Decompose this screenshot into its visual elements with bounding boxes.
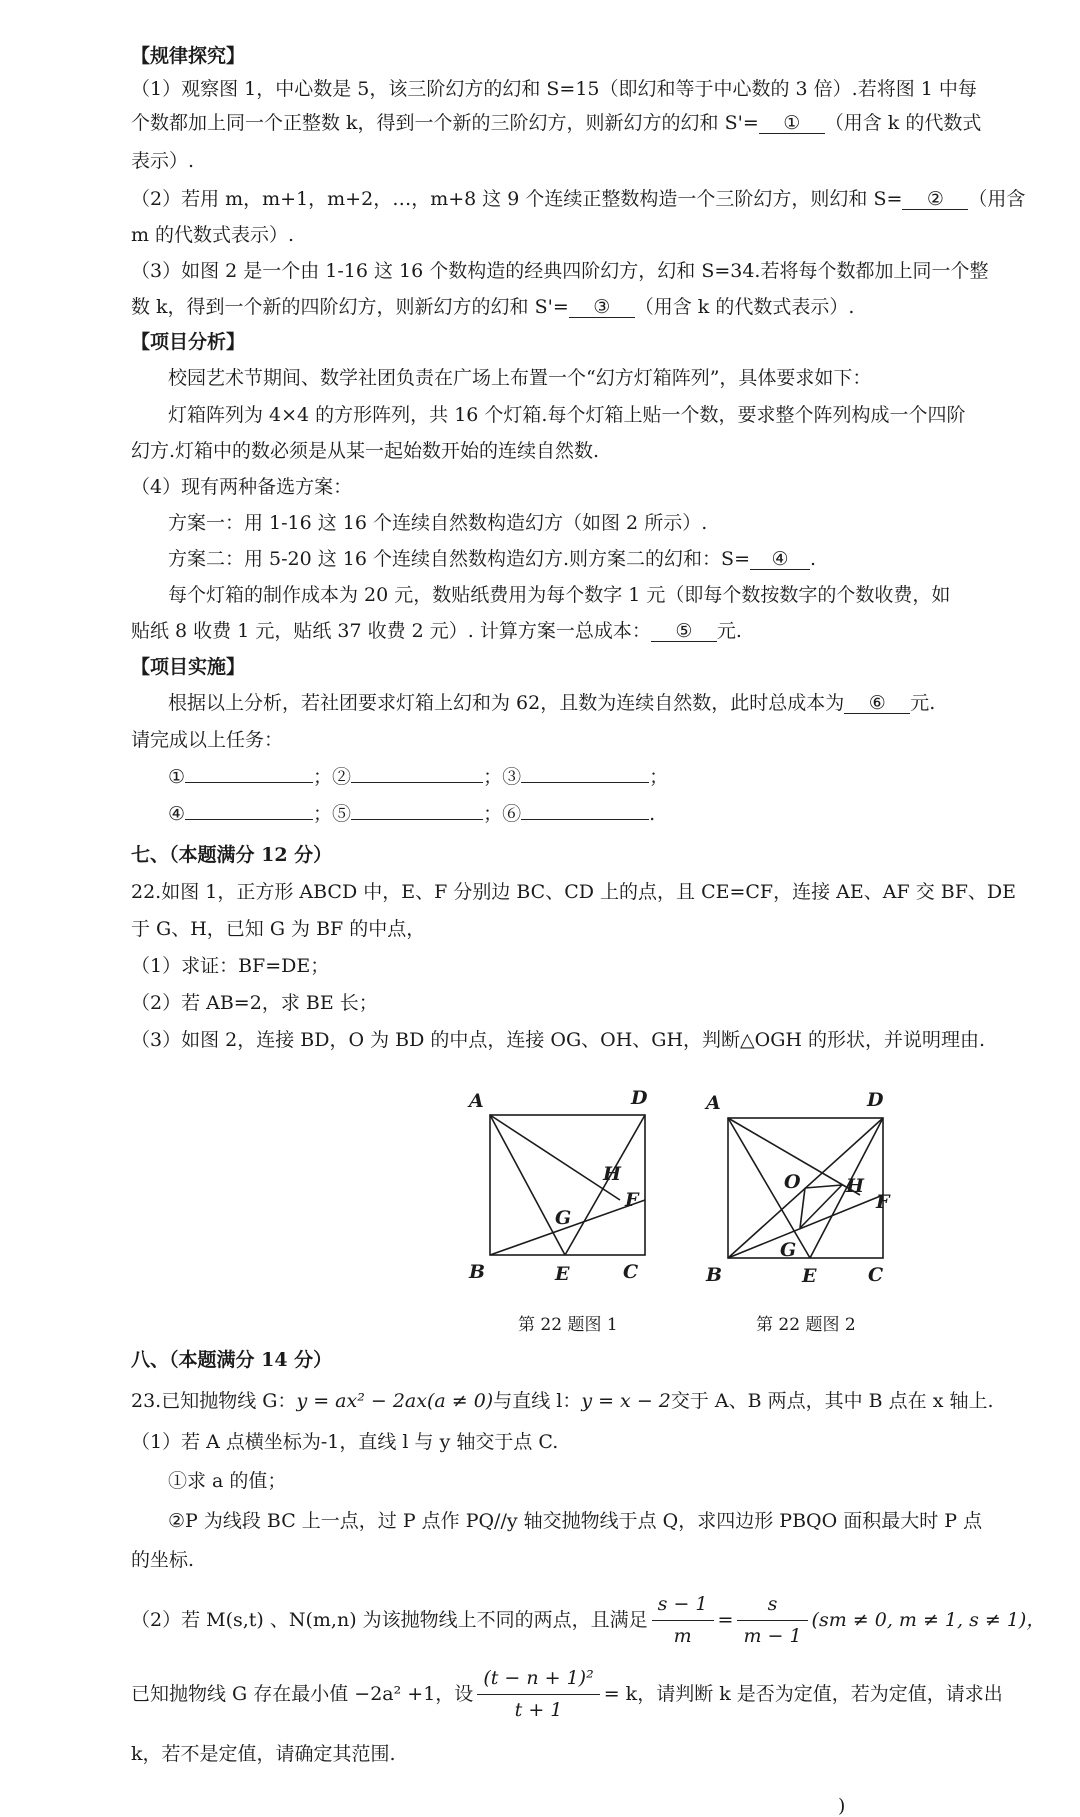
- q3-line-b: [131, 298, 854, 318]
- fig1-label-a: A: [469, 1090, 484, 1112]
- q23-sub-2-text: （2）若 M(s,t) 、N(m,n) 为该抛物线上不同的两点，且满足: [131, 1608, 648, 1631]
- analysis-p1: 校园艺术节期间、数学社团负责在广场上布置一个“幻方灯箱阵列”，具体要求如下：: [168, 367, 872, 389]
- fig2-line-gh: [800, 1185, 842, 1228]
- cost-line-b: [131, 622, 742, 642]
- q23-line-eq: y = x − 2: [581, 1390, 671, 1412]
- fig1-label-b: B: [469, 1261, 486, 1283]
- fig2-label-d: D: [867, 1089, 884, 1111]
- plan2-line: [168, 550, 816, 570]
- answer-blank-4[interactable]: [185, 819, 313, 820]
- answer-blank-2[interactable]: [351, 782, 483, 783]
- q2-text-tail: （用含: [968, 188, 1026, 210]
- part7-heading: 七、（本题满分 12 分）: [131, 844, 333, 866]
- answer-row-2: [168, 805, 655, 824]
- corner-mark: ): [838, 1795, 846, 1817]
- answer-label-5: ；⑤: [313, 803, 352, 825]
- fraction-3: [477, 1666, 599, 1722]
- analysis-p2-b: 幻方.灯箱中的数必须是从某一起始数开始的连续自然数.: [131, 440, 600, 462]
- answer-label-2: ；②: [313, 766, 352, 788]
- fig2-line-og: [800, 1188, 805, 1228]
- fig2-label-a: A: [706, 1092, 721, 1114]
- q1-line-c: 表示）.: [131, 150, 195, 172]
- q23-sub-2-condition: (sm ≠ 0, m ≠ 1, s ≠ 1)，: [811, 1608, 1046, 1631]
- blank-3: ③: [569, 298, 635, 318]
- section-heading-analysis: 【项目分析】: [131, 331, 246, 353]
- analysis-p2-a: 灯箱阵列为 4×4 的方形阵列，共 16 个灯箱.每个灯箱上贴一个数，要求整个阵列构成一个四阶: [168, 404, 966, 426]
- figure-22-2: [690, 1080, 905, 1285]
- q23-line: [131, 1392, 994, 1411]
- fig2-line-bf: [728, 1195, 883, 1258]
- q2-line-a: [131, 190, 1025, 210]
- answer-end: .: [649, 803, 656, 825]
- blank-1: ①: [759, 114, 825, 134]
- plan2-tail: .: [810, 548, 817, 570]
- q1-line-a: （1）观察图 1，中心数是 5，该三阶幻方的幻和 S=15（即幻和等于中心数的 3 倍）.若将图 1 中每: [131, 78, 977, 100]
- q23-text: 23.已知抛物线 G：: [131, 1390, 297, 1412]
- fig1-square: [490, 1115, 645, 1255]
- equals-sign: =: [717, 1608, 734, 1631]
- answer-sep: ；: [649, 766, 669, 788]
- task-line: 请完成以上任务：: [131, 729, 284, 751]
- q23-sub-2b-line: [131, 1666, 1003, 1722]
- blank-6: ⑥: [844, 694, 910, 714]
- fig2-label-g: G: [780, 1239, 797, 1261]
- fig2-label-e: E: [802, 1265, 817, 1285]
- plan2-text: 方案二：用 5-20 这 16 个连续自然数构造幻方.则方案二的幻和：S=: [168, 548, 750, 570]
- fig1-label-c: C: [623, 1261, 639, 1283]
- q22-line-a: 22.如图 1，正方形 ABCD 中，E、F 分别边 BC、CD 上的点，且 CE=CF，连接 AE、AF 交 BF、DE: [131, 881, 1016, 903]
- q23-sub-2b-tail: = k，请判断 k 是否为定值，若为定值，请求出: [603, 1682, 1003, 1705]
- cost-line-a: 每个灯箱的制作成本为 20 元，数贴纸费用为每个数字 1 元（即每个数按数字的个数收费，如: [168, 584, 951, 606]
- q2-line-b: m 的代数式表示）.: [131, 224, 295, 246]
- q23-sub-1-ii-b: 的坐标.: [131, 1549, 195, 1571]
- q22-sub-1: （1）求证：BF=DE；: [131, 955, 330, 977]
- answer-label-1: ①: [168, 766, 186, 788]
- q1-text-tail: （用含 k 的代数式: [824, 112, 982, 134]
- q4-line: （4）现有两种备选方案：: [131, 476, 353, 498]
- fig1-line-af: [490, 1115, 620, 1200]
- fig1-line-de: [565, 1115, 645, 1255]
- q23-parabola-eq: y = ax² − 2ax(a ≠ 0): [296, 1390, 494, 1412]
- blank-2: ②: [902, 190, 968, 210]
- q22-sub-2: （2）若 AB=2，求 BE 长；: [131, 992, 378, 1014]
- section-heading-rule: 【规律探究】: [131, 45, 246, 67]
- fraction-2-denominator: m − 1: [743, 1624, 802, 1647]
- fig2-caption: 第 22 题图 2: [756, 1315, 856, 1335]
- fig1-line-ae: [490, 1115, 565, 1255]
- fraction-2-numerator: s: [737, 1592, 807, 1621]
- q23-sub-1: （1）若 A 点横坐标为-1，直线 l 与 y 轴交于点 C.: [131, 1431, 559, 1453]
- answer-blank-3[interactable]: [521, 782, 649, 783]
- plan1-line: 方案一：用 1-16 这 16 个连续自然数构造幻方（如图 2 所示）.: [168, 512, 708, 534]
- q1-text: 个数都加上同一个正整数 k，得到一个新的三阶幻方，则新幻方的幻和 S'=: [131, 112, 759, 134]
- q1-line-b: [131, 114, 981, 134]
- fig1-label-g: G: [555, 1207, 572, 1229]
- answer-label-6: ；⑥: [483, 803, 522, 825]
- fig2-label-o: O: [784, 1171, 801, 1193]
- figure-22-1: [455, 1080, 655, 1285]
- fig1-caption: 第 22 题图 1: [518, 1315, 618, 1335]
- cost-text: 贴纸 8 收费 1 元，贴纸 37 收费 2 元）. 计算方案一总成本：: [131, 620, 651, 642]
- answer-row-1: [168, 768, 668, 787]
- fraction-2: [737, 1592, 807, 1648]
- cost-tail: 元.: [716, 620, 742, 642]
- impl-tail: 元.: [910, 692, 936, 714]
- q22-sub-3: （3）如图 2，连接 BD，O 为 BD 的中点，连接 OG、OH、GH，判断△OGH 的形状，并说明理由.: [131, 1029, 986, 1051]
- fig1-label-e: E: [555, 1263, 570, 1285]
- fraction-1-numerator: s − 1: [652, 1592, 714, 1621]
- q23-sub-1-i: ①求 a 的值；: [168, 1470, 287, 1492]
- answer-label-4: ④: [168, 803, 186, 825]
- q23-text-tail: 交于 A、B 两点，其中 B 点在 x 轴上.: [670, 1390, 994, 1412]
- fig1-label-d: D: [631, 1087, 648, 1109]
- fig2-line-oh: [805, 1185, 842, 1188]
- answer-blank-1[interactable]: [185, 782, 313, 783]
- q23-text-mid: 与直线 l：: [493, 1390, 582, 1412]
- fig1-label-h: H: [603, 1163, 621, 1185]
- fig1-label-f: F: [625, 1189, 639, 1211]
- q23-sub-2c: k，若不是定值，请确定其范围.: [131, 1743, 396, 1765]
- fig2-label-c: C: [868, 1264, 884, 1285]
- q3-text-tail: （用含 k 的代数式表示）.: [634, 296, 855, 318]
- answer-label-3: ；③: [483, 766, 522, 788]
- fig2-label-f: F: [876, 1191, 890, 1213]
- section-heading-impl: 【项目实施】: [131, 656, 246, 678]
- impl-text: 根据以上分析，若社团要求灯箱上幻和为 62，且数为连续自然数，此时总成本为: [168, 692, 845, 714]
- fraction-1-denominator: m: [673, 1624, 692, 1647]
- part8-heading: 八、（本题满分 14 分）: [131, 1349, 333, 1371]
- fig2-label-h: H: [846, 1175, 864, 1197]
- fraction-1: [652, 1592, 714, 1648]
- blank-4: ④: [750, 550, 810, 570]
- q3-text: 数 k，得到一个新的四阶幻方，则新幻方的幻和 S'=: [131, 296, 569, 318]
- impl-p1: [168, 694, 935, 714]
- answer-blank-5[interactable]: [351, 819, 483, 820]
- q3-line-a: （3）如图 2 是一个由 1-16 这 16 个数构造的经典四阶幻方，幻和 S=34.若将每个数都加上同一个整: [131, 260, 989, 282]
- fraction-3-numerator: (t − n + 1)²: [477, 1666, 599, 1695]
- answer-blank-6[interactable]: [521, 819, 649, 820]
- q23-sub-2b-text: 已知抛物线 G 存在最小值 −2a² +1，设: [131, 1682, 474, 1705]
- fig2-label-b: B: [706, 1264, 723, 1285]
- blank-5: ⑤: [651, 622, 717, 642]
- q23-sub-2-line: [131, 1592, 1045, 1648]
- q23-sub-1-ii-a: ②P 为线段 BC 上一点，过 P 点作 PQ//y 轴交抛物线于点 Q，求四边形 PBQO 面积最大时 P 点: [168, 1510, 983, 1532]
- q22-line-b: 于 G、H，已知 G 为 BF 的中点，: [131, 918, 426, 940]
- fraction-3-denominator: t + 1: [514, 1698, 563, 1721]
- q2-text: （2）若用 m，m+1，m+2，…，m+8 这 9 个连续正整数构造一个三阶幻方，则幻和 S=: [131, 188, 903, 210]
